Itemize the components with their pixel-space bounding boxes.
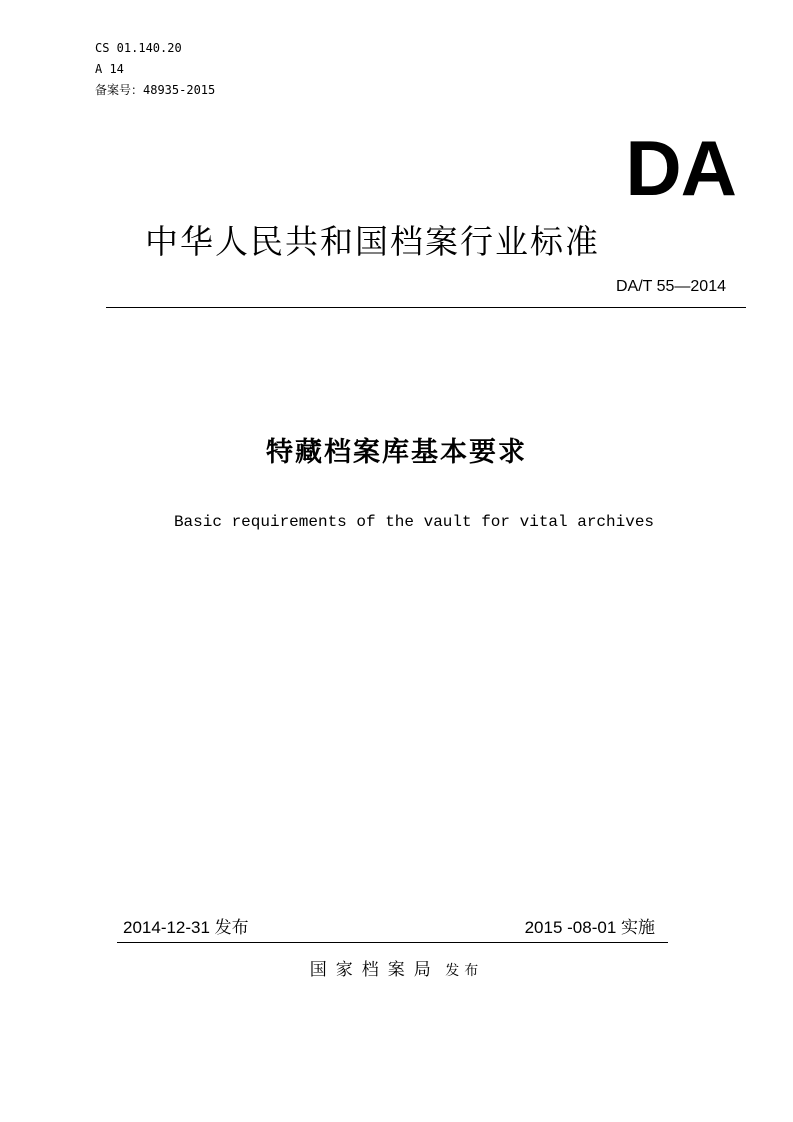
document-title-english: Basic requirements of the vault for vital archives (173, 513, 655, 531)
issuer-name: 国家档案局 (309, 960, 440, 980)
ccs-code: A 14 (95, 62, 124, 76)
footer-divider (117, 942, 668, 943)
standard-number: DA/T 55—2014 (616, 278, 726, 295)
issuer (0, 957, 793, 984)
record-number: 备案号：48935-2015 (95, 83, 216, 97)
publish-date: 2014-12-31 发布 (123, 918, 249, 937)
standard-logo: DA (625, 124, 736, 212)
industry-title: 中华人民共和国档案行业标准 (145, 222, 600, 261)
implement-date: 2015 -08-01 实施 (524, 918, 655, 937)
header-divider (106, 307, 746, 308)
ics-code: CS 01.140.20 (95, 41, 182, 55)
document-title-chinese: 特藏档案库基本要求 (266, 437, 527, 468)
issuer-suffix: 发布 (445, 963, 484, 979)
